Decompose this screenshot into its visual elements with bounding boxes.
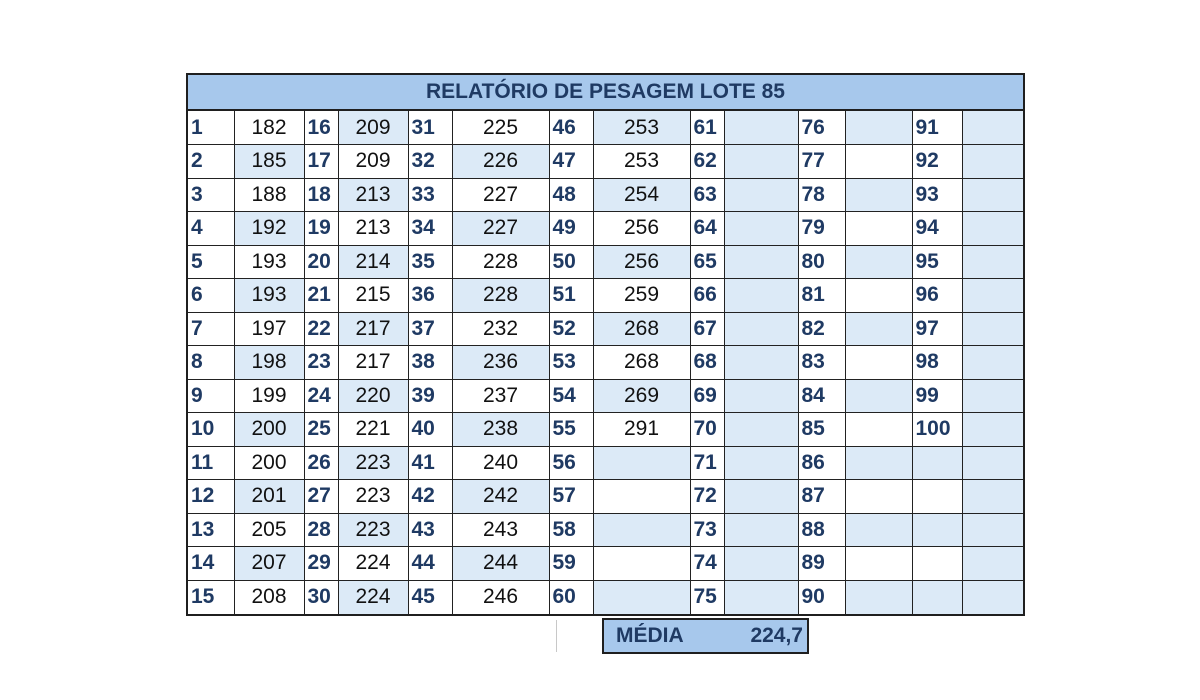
- animal-number: 63: [690, 178, 724, 212]
- animal-number: 77: [798, 145, 845, 179]
- animal-number: 8: [188, 346, 234, 380]
- animal-number: 7: [188, 312, 234, 346]
- animal-number: 95: [912, 245, 962, 279]
- weight-value: 185: [234, 145, 304, 179]
- weight-value: 240: [452, 446, 549, 480]
- weight-value: 208: [234, 580, 304, 614]
- animal-number: 73: [690, 513, 724, 547]
- animal-number: 67: [690, 312, 724, 346]
- table-row: [188, 346, 1023, 380]
- animal-number: 74: [690, 547, 724, 581]
- weight-value: [724, 379, 798, 413]
- weight-value: 199: [234, 379, 304, 413]
- table-row: [188, 513, 1023, 547]
- weight-value: [845, 145, 912, 179]
- animal-number: 98: [912, 346, 962, 380]
- table-row: [188, 111, 1023, 145]
- weight-value: [962, 145, 1023, 179]
- weight-value: 197: [234, 312, 304, 346]
- weight-value: [593, 480, 690, 514]
- weight-value: 228: [452, 245, 549, 279]
- weight-value: 209: [338, 145, 408, 179]
- animal-number: 97: [912, 312, 962, 346]
- weight-value: [962, 212, 1023, 246]
- animal-number: 22: [304, 312, 338, 346]
- weight-value: 237: [452, 379, 549, 413]
- weight-value: 200: [234, 446, 304, 480]
- weight-value: 215: [338, 279, 408, 313]
- weight-value: 213: [338, 212, 408, 246]
- animal-number: 96: [912, 279, 962, 313]
- animal-number: 35: [408, 245, 452, 279]
- animal-number: 32: [408, 145, 452, 179]
- weight-value: 223: [338, 446, 408, 480]
- animal-number: 53: [549, 346, 593, 380]
- weight-value: 193: [234, 279, 304, 313]
- divider-line: [556, 620, 557, 652]
- weight-value: [845, 111, 912, 145]
- animal-number: 25: [304, 413, 338, 447]
- animal-number: 38: [408, 346, 452, 380]
- weight-value: [845, 446, 912, 480]
- weight-value: [962, 547, 1023, 581]
- weight-value: [962, 446, 1023, 480]
- animal-number: 27: [304, 480, 338, 514]
- table-row: [188, 480, 1023, 514]
- weight-value: 246: [452, 580, 549, 614]
- weight-value: 224: [338, 547, 408, 581]
- animal-number: 61: [690, 111, 724, 145]
- animal-number: 54: [549, 379, 593, 413]
- animal-number: 43: [408, 513, 452, 547]
- animal-number: 1: [188, 111, 234, 145]
- animal-number: 4: [188, 212, 234, 246]
- animal-number: 79: [798, 212, 845, 246]
- table-row: [188, 279, 1023, 313]
- animal-number: 72: [690, 480, 724, 514]
- weighing-report: [186, 73, 1025, 616]
- animal-number: 21: [304, 279, 338, 313]
- weight-value: [724, 547, 798, 581]
- weight-value: [724, 245, 798, 279]
- weight-value: 221: [338, 413, 408, 447]
- table-row: [188, 212, 1023, 246]
- animal-number: 51: [549, 279, 593, 313]
- animal-number: 99: [912, 379, 962, 413]
- weight-value: 227: [452, 212, 549, 246]
- weight-value: [724, 480, 798, 514]
- weight-value: [962, 513, 1023, 547]
- animal-number: 94: [912, 212, 962, 246]
- animal-number: 82: [798, 312, 845, 346]
- weight-value: 243: [452, 513, 549, 547]
- animal-number: 84: [798, 379, 845, 413]
- animal-number: 17: [304, 145, 338, 179]
- animal-number: 31: [408, 111, 452, 145]
- animal-number: 86: [798, 446, 845, 480]
- animal-number: 65: [690, 245, 724, 279]
- animal-number: 92: [912, 145, 962, 179]
- animal-number: 39: [408, 379, 452, 413]
- weight-value: [593, 580, 690, 614]
- weighing-table: [188, 111, 1023, 614]
- animal-number: 28: [304, 513, 338, 547]
- animal-number: 16: [304, 111, 338, 145]
- table-row: [188, 446, 1023, 480]
- average-label: MÉDIA: [616, 624, 684, 647]
- animal-number: 62: [690, 145, 724, 179]
- animal-number: 42: [408, 480, 452, 514]
- animal-number: 14: [188, 547, 234, 581]
- weight-value: 253: [593, 145, 690, 179]
- weight-value: [962, 245, 1023, 279]
- weight-value: [593, 547, 690, 581]
- weight-value: 193: [234, 245, 304, 279]
- weight-value: 226: [452, 145, 549, 179]
- weight-value: 232: [452, 312, 549, 346]
- table-row: [188, 312, 1023, 346]
- animal-number: 66: [690, 279, 724, 313]
- weight-value: 198: [234, 346, 304, 380]
- animal-number: 64: [690, 212, 724, 246]
- weight-value: [962, 312, 1023, 346]
- weight-value: [724, 178, 798, 212]
- weight-value: 256: [593, 212, 690, 246]
- weight-value: [962, 111, 1023, 145]
- animal-number: 19: [304, 212, 338, 246]
- weight-value: 200: [234, 413, 304, 447]
- animal-number: 9: [188, 379, 234, 413]
- animal-number: 81: [798, 279, 845, 313]
- table-row: [188, 379, 1023, 413]
- weight-value: [845, 279, 912, 313]
- weight-value: 217: [338, 346, 408, 380]
- weight-value: [845, 212, 912, 246]
- average-box: [602, 618, 809, 654]
- animal-number: 88: [798, 513, 845, 547]
- weight-value: [962, 480, 1023, 514]
- weight-value: 223: [338, 480, 408, 514]
- weight-value: 242: [452, 480, 549, 514]
- table-row: [188, 145, 1023, 179]
- weight-value: 220: [338, 379, 408, 413]
- animal-number: 45: [408, 580, 452, 614]
- animal-number: 57: [549, 480, 593, 514]
- weight-value: 244: [452, 547, 549, 581]
- animal-number: 18: [304, 178, 338, 212]
- average-value: 224,7: [750, 624, 803, 647]
- animal-number: 20: [304, 245, 338, 279]
- weight-value: 192: [234, 212, 304, 246]
- weight-value: [962, 413, 1023, 447]
- animal-number: 36: [408, 279, 452, 313]
- table-row: [188, 580, 1023, 614]
- animal-number: 58: [549, 513, 593, 547]
- animal-number: 13: [188, 513, 234, 547]
- weight-value: [962, 279, 1023, 313]
- animal-number: 41: [408, 446, 452, 480]
- weight-value: [593, 446, 690, 480]
- weight-value: 209: [338, 111, 408, 145]
- weight-value: 227: [452, 178, 549, 212]
- animal-number: 47: [549, 145, 593, 179]
- animal-number: 49: [549, 212, 593, 246]
- weight-value: 238: [452, 413, 549, 447]
- weight-value: [724, 346, 798, 380]
- animal-number: [912, 580, 962, 614]
- animal-number: 12: [188, 480, 234, 514]
- weight-value: 224: [338, 580, 408, 614]
- weight-value: [962, 346, 1023, 380]
- animal-number: 34: [408, 212, 452, 246]
- animal-number: 100: [912, 413, 962, 447]
- animal-number: 2: [188, 145, 234, 179]
- table-row: [188, 413, 1023, 447]
- weight-value: [845, 178, 912, 212]
- weight-value: 188: [234, 178, 304, 212]
- weight-value: 268: [593, 346, 690, 380]
- animal-number: 59: [549, 547, 593, 581]
- animal-number: 70: [690, 413, 724, 447]
- weight-value: [962, 379, 1023, 413]
- weight-value: 213: [338, 178, 408, 212]
- animal-number: 90: [798, 580, 845, 614]
- weight-value: [724, 580, 798, 614]
- animal-number: 5: [188, 245, 234, 279]
- table-row: [188, 547, 1023, 581]
- animal-number: 11: [188, 446, 234, 480]
- animal-number: 44: [408, 547, 452, 581]
- animal-number: 93: [912, 178, 962, 212]
- weight-value: [724, 279, 798, 313]
- weight-value: [724, 212, 798, 246]
- weight-value: [845, 312, 912, 346]
- animal-number: 55: [549, 413, 593, 447]
- animal-number: [912, 446, 962, 480]
- weight-value: [724, 413, 798, 447]
- weight-value: [845, 245, 912, 279]
- animal-number: 91: [912, 111, 962, 145]
- weight-value: 291: [593, 413, 690, 447]
- animal-number: 33: [408, 178, 452, 212]
- weight-value: 254: [593, 178, 690, 212]
- animal-number: 56: [549, 446, 593, 480]
- report-title: RELATÓRIO DE PESAGEM LOTE 85: [188, 75, 1023, 111]
- weight-value: 225: [452, 111, 549, 145]
- animal-number: [912, 480, 962, 514]
- animal-number: 24: [304, 379, 338, 413]
- animal-number: 76: [798, 111, 845, 145]
- weight-value: [962, 580, 1023, 614]
- animal-number: 3: [188, 178, 234, 212]
- animal-number: [912, 513, 962, 547]
- weight-value: [845, 513, 912, 547]
- animal-number: 29: [304, 547, 338, 581]
- animal-number: 10: [188, 413, 234, 447]
- table-row: [188, 245, 1023, 279]
- weight-value: 207: [234, 547, 304, 581]
- weight-value: [845, 379, 912, 413]
- animal-number: 69: [690, 379, 724, 413]
- weight-value: [724, 513, 798, 547]
- weight-value: [724, 446, 798, 480]
- weight-value: 256: [593, 245, 690, 279]
- weight-value: 253: [593, 111, 690, 145]
- animal-number: 50: [549, 245, 593, 279]
- weight-value: [845, 346, 912, 380]
- animal-number: 52: [549, 312, 593, 346]
- weight-value: 205: [234, 513, 304, 547]
- animal-number: 40: [408, 413, 452, 447]
- weight-value: 182: [234, 111, 304, 145]
- weight-value: 259: [593, 279, 690, 313]
- animal-number: 23: [304, 346, 338, 380]
- weight-value: 214: [338, 245, 408, 279]
- weight-value: [845, 480, 912, 514]
- animal-number: 83: [798, 346, 845, 380]
- weight-value: [845, 580, 912, 614]
- weight-value: [845, 547, 912, 581]
- animal-number: 48: [549, 178, 593, 212]
- animal-number: 78: [798, 178, 845, 212]
- animal-number: 6: [188, 279, 234, 313]
- weight-value: [593, 513, 690, 547]
- weight-value: 201: [234, 480, 304, 514]
- weight-value: 269: [593, 379, 690, 413]
- animal-number: 71: [690, 446, 724, 480]
- animal-number: 87: [798, 480, 845, 514]
- weight-value: [845, 413, 912, 447]
- weight-value: 217: [338, 312, 408, 346]
- weight-value: 228: [452, 279, 549, 313]
- animal-number: 75: [690, 580, 724, 614]
- animal-number: 89: [798, 547, 845, 581]
- animal-number: 60: [549, 580, 593, 614]
- animal-number: 15: [188, 580, 234, 614]
- weight-value: [724, 145, 798, 179]
- animal-number: [912, 547, 962, 581]
- weight-value: 223: [338, 513, 408, 547]
- animal-number: 46: [549, 111, 593, 145]
- weight-value: [962, 178, 1023, 212]
- weight-value: [724, 312, 798, 346]
- animal-number: 37: [408, 312, 452, 346]
- animal-number: 30: [304, 580, 338, 614]
- animal-number: 26: [304, 446, 338, 480]
- animal-number: 85: [798, 413, 845, 447]
- weight-value: 236: [452, 346, 549, 380]
- animal-number: 68: [690, 346, 724, 380]
- animal-number: 80: [798, 245, 845, 279]
- table-row: [188, 178, 1023, 212]
- weight-value: [724, 111, 798, 145]
- weight-value: 268: [593, 312, 690, 346]
